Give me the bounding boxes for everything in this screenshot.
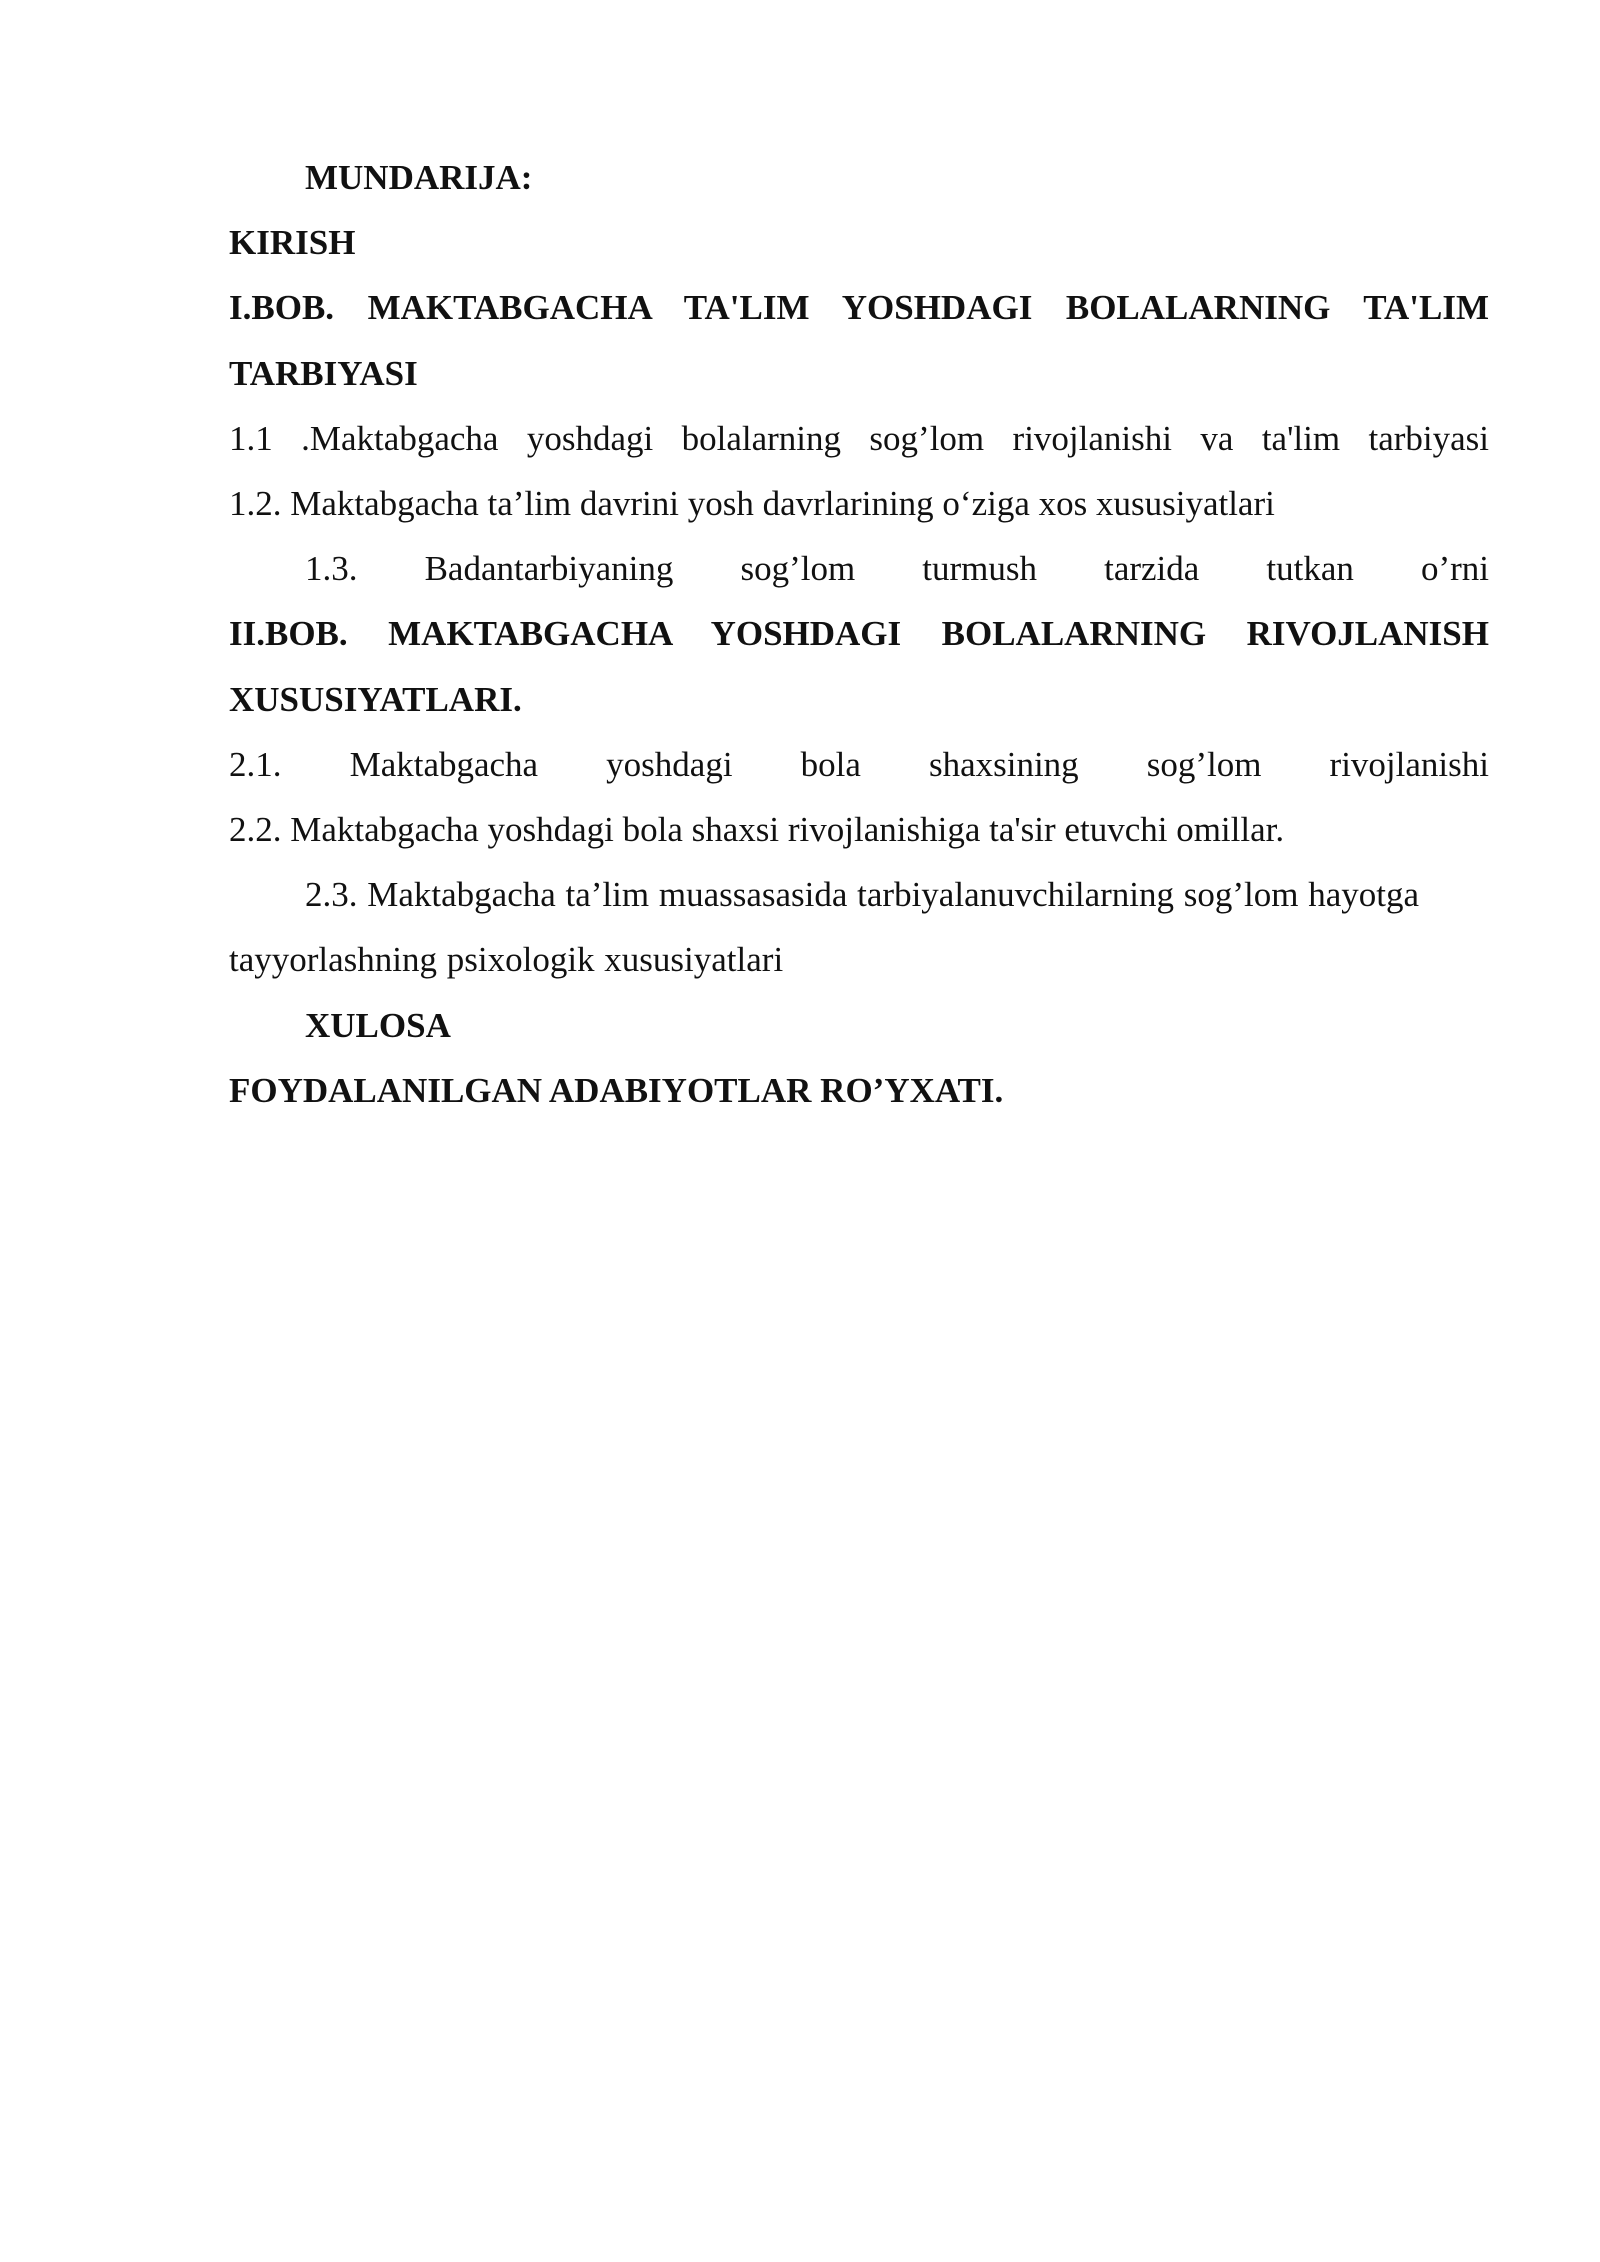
toc-entry-1-3: 1.3. Badantarbiyaning sog’lom turmush tarzida tutkan o’rni (305, 549, 1489, 589)
toc-entry-2-3 (229, 862, 1489, 992)
toc-entry-1-1: 1.1 .Maktabgacha yoshdagi bolalarning sog’lom rivojlanishi va ta'lim tarbiyasi (229, 418, 1489, 458)
toc-entry-kirish: KIRISH (229, 223, 356, 263)
toc-entry-chapter-1-cont: TARBIYASI (229, 353, 418, 393)
toc-entry-chapter-2-cont: XUSUSIYATLARI. (229, 679, 522, 719)
toc-entry-2-3-text: 2.3. Maktabgacha ta’lim muassasasida tarbiyalanuvchilarning sog’lom hayotga tayyorlashning psixologik xususiyatlari (229, 875, 1420, 980)
toc-entry-xulosa: XULOSA (305, 1005, 451, 1045)
toc-entry-adabiyotlar: FOYDALANILGAN ADABIYOTLAR RO’YXATI. (229, 1070, 1004, 1110)
toc-entry-chapter-1: I.BOB. MAKTABGACHA TA'LIM YOSHDAGI BOLALARNING TA'LIM (229, 288, 1489, 328)
toc-entry-chapter-2: II.BOB. MAKTABGACHA YOSHDAGI BOLALARNING RIVOJLANISH (229, 614, 1489, 654)
toc-entry-1-2: 1.2. Maktabgacha ta’lim davrini yosh davrlarining o‘ziga xos xususiyatlari (229, 484, 1275, 524)
toc-entry-2-2: 2.2. Maktabgacha yoshdagi bola shaxsi rivojlanishiga ta'sir etuvchi omillar. (229, 810, 1285, 850)
table-of-contents (229, 145, 1489, 1123)
toc-title: MUNDARIJA: (305, 158, 533, 197)
toc-entry-2-1: 2.1. Maktabgacha yoshdagi bola shaxsining sog’lom rivojlanishi (229, 744, 1489, 784)
